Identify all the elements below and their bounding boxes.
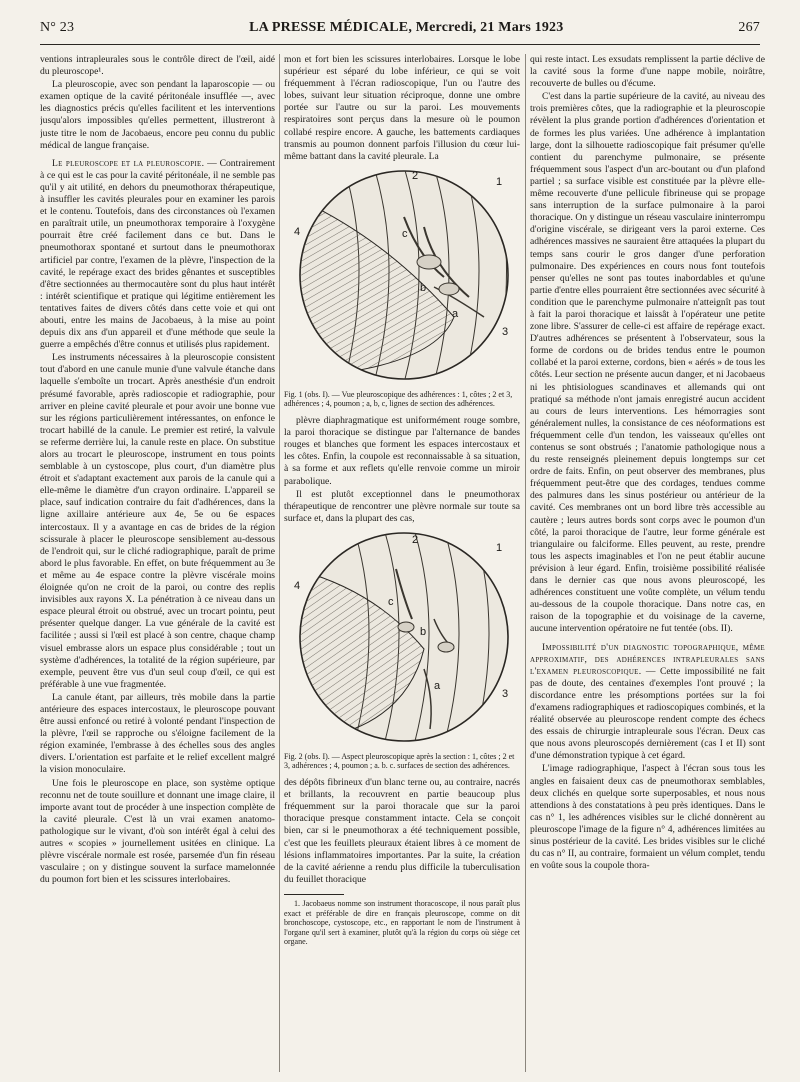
section-heading: Le pleuroscope et la pleuroscopie. [52,157,205,169]
fig2-label: b [420,625,427,638]
figure-2-illustration [284,529,520,749]
issue-number: N° 23 [40,20,75,35]
column-divider [279,54,280,1072]
fig2-label: 1 [496,541,503,554]
paragraph: L'image radiographique, l'aspect à l'écran sous tous les angles en faisaient deux cas de pneumothorax semblables, deux clichés en quelque sorte superposables, et nous nous attendions à des constatations à peu près identiques. Dans le cas n° 1, les adhérences visibles sur le cliché donnèrent au pleuroscope l'image de la figure n° 4, adhérences limitées au sinus postérieur de la cavité. Les brides visibles sur le cliché du cas n° II, au contraire, formaient un vélum complet, tendu en voûte sous la coupole thora- [530,763,765,872]
figure-2-caption: Fig. 2 (obs. I). — Aspect pleuroscopique après la section : 1, côtes ; 2 et 3, adhérences ; 4, poumon ; a. b. c. surfaces de section des adhérences. [284,751,515,771]
figure-1-illustration [284,167,520,387]
footnote-rule [284,894,344,895]
fig1-label: b [420,281,427,294]
fig1-label: 1 [496,175,503,188]
fig1-label: 4 [294,225,301,238]
paragraph: mon et fort bien les scissures interlobaires. Lorsque le lobe supérieur est séparé du lobe inférieur, ce qui se voit fréquemment à l'écran radioscopique, l'un ou l'autre des lobes, suivant leur situation réciproque, donne une ombre portée sur l'autre ou sur la paroi. Les mouvements respiratoires sont perçus dans la mesure où le poumon collabé respire encore. A gauche, les battements cardiaques transmis au poumon donnent parfois l'illusion du cœur lui-même battant dans la cavité pleurale. La [284,54,520,162]
fig1-label: c [402,227,408,240]
journal-title: LA PRESSE MÉDICALE, Mercredi, 21 Mars 1923 [249,20,564,35]
section-heading: Impossibilité d'un diagnostic topographique, même approximatif, des adhérences intrapleurales sans l'examen pleuroscopique. [530,641,765,677]
figure-1 [284,167,520,409]
paragraph: plèvre diaphragmatique est uniformément rouge sombre, la paroi thoracique se distingue par l'alternance de bandes rouges et blanches que forment les espaces intercostaux et les côtes. Enfin, la coupole est reconnaissable à sa situation, à sa forme et aux reflets qu'elle renvoie comme un miroir parabolique. [284,415,520,487]
paragraph: C'est dans la partie supérieure de la cavité, au niveau des trois premières côtes, que la radiographie et la pleuroscopie révèlent la plus grande portion d'adhérences d'orientation et de formes les plus variées. Une adhérence à implantation large, dont la silhouette radioscopique fait présumer qu'elle contient du parenchyme pulmonaire, se présente fréquemment sous l'aspect d'un arc-boutant ou d'un plafond partiel ; sa surface visible est constituée par la plèvre elle-même recouverte d'une pellicule fibrineuse qui se propage sans interruption de la surface pulmonaire à la paroi thoracique. On y distingue un réseau vasculaire ininterrompu d'origine viscérale, se dirigeant vers la paroi externe. Ces adhérences massives ne sauraient être attaquées la plupart du temps sans courir le gros danger d'une perforation pulmonaire. Des expériences en cours nous font toutefois penser qu'elles ne sont pas toutes inabordables et qu'une partie d'entre elles pourraient être sectionnées avec sécurité à condition que le parenchyme pulmonaire n'atteignît pas tout à fait la paroi thoracique et laissât à l'opérateur une petite zone libre. S'assurer de celle-ci est affaire de repérage exact. D'autres adhérences se présentent à l'observateur, sous la forme de cordons ou de brides tendus entre le poumon collabé et la paroi externe, cordons, bien « aérés » de tous les côtés. Leur section ne présente aucun danger, et ni Jacobaeus ni les phtisiologues scandinaves et allemands qui ont pratiqué sa méthode n'ont jamais enregistré aucun accident au cours de leurs interventions. Les hémorragies sont généralement nulles, la consistance de ces néoformations est fréquemment celle d'un tendon, les vaisseaux qu'elles ont contenus se sont obstrués ; l'anatomie pathologique nous a du reste renseignés pleinement depuis longtemps sur cet ordre de faits. Enfin, on peut observer des membranes, plus fréquemment peut-être que des cordages, tendues comme des palmures dans les sinus postérieur ou antérieur de la cavité. Ces membranes ont un bord libre très accessible au cautère ; leurs autres bords sont corps avec le poumon d'un côté, la paroi thoracique de l'autre, leur forme générale est triangulaire ou falciforme. Elles peuvent, au reste, prendre tous les aspects imaginables et l'on ne peut établir aucune prévision à leur égard. Enfin, troisième possibilité réalisée dans le dernier cas que nous avons pleuroscopé, les adhérences constituent une voûte complète, un vélum tendu au-dessous de la coupole thoracique. Dans notre cas, en raison de la topographie et du voisinage de la caverne, aucune intervention opératoire ne fut tentée (obs. II). [530,91,765,635]
figure-1-caption: Fig. 1 (obs. I). — Vue pleuroscopique des adhérences : 1, côtes ; 2 et 3, adhérences ; 4, poumon ; a, b, c, lignes de section des adhérences. [284,389,513,409]
paragraph: La canule étant, par ailleurs, très mobile dans la partie antérieure des espaces intercostaux, le pleuroscope pouvant être aussi enfoncé ou retiré à volonté pendant l'inspection de la plèvre, l'œil se rapproche ou s'éloigne facilement de la région examinée, l'embrasse à des échelles sous des angles divers. L'orientation est parfaite et le relief excellent malgré la vision monoculaire. [40,691,275,776]
header-rule [40,44,760,45]
fig2-label: 3 [502,687,509,700]
fig1-label: a [452,307,459,320]
column-3 [530,54,765,1074]
paragraph: Les instruments nécessaires à la pleuroscopie consistent tout d'abord en une canule munie d'une valvule étanche dans laquelle s'emboîte un trocart. Après anesthésie d'un endroit présumé favorable, après radioscopie et radiographie, pour arriver en pleine cavité pleurale et pour avoir une bonne vue sur les régions particulièrement intéressantes, on enfonce le trocart habillé de la canule. Le premier est retiré, la valvule se referme derrière lui, la canule reste en place. On substitue alors au trocart le pleuroscope, instrument en tous points semblable à un cystoscope, plus court, d'un diamètre plus étroit et s'adaptant exactement aux parois de la canule qui a elle-même le diamètre d'un crayon ordinaire. L'appareil se place, sauf indication contraire du fait d'adhérences, dans la ligne axillaire antérieure aux 4e, 5e ou 6e espaces intercostaux. Il y a avantage en cas de brides de la région scissurale à placer le pleuroscope sensiblement au-dessous de l'endroit qui, sur le cliché radiographique, paraît de prime abord le plus favorable. En effet, on bute fréquemment au 3e et même au 4e espace contre la plèvre viscérale moins éloignée qu'on ne croit de la paroi, ou contre des replis invisibles aux rayons X. La pénétration à ce niveau dans un espace pleural étroit ou obstrué, avec un trocart pointu, peut présenter quelque danger. La vue générale de la cavité est facilitée ; aussi si l'œil est placé à son centre, chaque champ visuel embrasse alors un espace plus considérable ; tout un système d'adhérences, la totalité de la région supérieure, par exemple, peuvent être vus d'un seul coup d'œil, ce qui est préférable à une vue fragmentée. [40,352,275,690]
paragraph: des dépôts fibrineux d'un blanc terne ou, au contraire, nacrés et brillants, la recouvrent en partie beaucoup plus fréquemment sur la paroi thoracale que sur la paroi thoracique presque constamment intacte. Cela se conçoit bien, car si le pneumothorax a été techniquement possible, c'est que les feuillets pleuraux étaient libres à ce moment de lésions inflammatoires importantes. Par la suite, la création de la cavité aérienne a rendu plus difficile la tuberculisation du feuillet thoracique [284,777,520,885]
fig1-label: 2 [412,169,419,182]
section-paragraph [530,642,765,763]
section-paragraph [40,158,275,352]
page-header [40,20,760,42]
fig1-label: 3 [502,325,509,338]
column-1 [40,54,275,1074]
page-number: 267 [738,20,760,35]
column-divider [525,54,526,1072]
footnote: 1. Jacobaeus nomme son instrument thoracoscope, il nous paraît plus exact et préférable de dire en français pleuroscope, comme on dit bronchoscope, cystoscope, etc., en rapportant le nom de l'instrument à l'organe qu'il sert à examiner, plutôt qu'à la région du corps où siège cet organe. [284,898,520,947]
fig2-label: 4 [294,579,301,592]
figure-2 [284,529,520,771]
fig2-label: c [388,595,394,608]
paragraph: qui reste intact. Les exsudats remplissent la partie déclive de la cavité sous la forme d'une nappe mobile, noirâtre, recouverte de bulles ou d'écume. [530,54,765,90]
fig2-label: 2 [412,533,419,546]
paragraph: La pleuroscopie, avec son pendant la laparoscopie — ou examen optique de la cavité péritonéale insufflée —, avec les diagnostics précis qu'elles facilitent et les interventions jusqu'alors impossibles qu'elles permettent, illustreront à juste titre le nom de Jacobaeus, encore peu connu du public médical de langue française. [40,79,275,151]
paragraph: Il est plutôt exceptionnel dans le pneumothorax thérapeutique de rencontrer une plèvre normale sur toute sa surface et, dans la plupart des cas, [284,488,520,524]
paragraph: Une fois le pleuroscope en place, son système optique reconnu net de toute souillure et donnant une image claire, il importe avant tout de procéder à une inspection complète de la cavité pleurale. C'est là un vrai examen anatomo-pathologique sur le vivant, d'où son intérêt égal à celui des autres « scopies » journellement usitées en clinique. La plèvre viscérale normale est rosée, parsemée d'un fin réseau vasculaire ; on y distingue souvent la surface mamelonnée du poumon fort bien et les scissures interlobaires. [40,777,275,886]
fig2-label: a [434,679,441,692]
paragraph: ventions intrapleurales sous le contrôle direct de l'œil, aidé du pleuroscope¹. [40,54,275,78]
column-2 [284,54,520,1074]
section-text: — Cette impossibilité ne fait pas de doute, des centaines d'exemples l'ont prouvé ; la discordance entre les présomptions portées sur la foi d'examens radiographiques et radioscopiques combinés, et la réalité observée au pleuroscope rendent compte des échecs des essais de chirurgie intrapleurale sous l'écran. Deux cas que nous avons pleuroscopés dernièrement (cas I et II) sont d'une démonstration typique à cet égard. [530,665,765,762]
section-text: — Contrairement à ce qui est le cas pour la cavité péritonéale, il ne semble pas qu'il y ait utilité, en dehors du pneumothorax thérapeutique, à insuffler les cavités pleurales pour en examiner les parois et le contenu. Toutefois, dans des circonstances où l'examen en paraîtrait utile, un pneumothorax temporaire à l'oxygène pourrait être créé facilement dans ce but. Dans le pneumothorax spontané et surtout dans le pneumothorax artificiel par contre, l'examen de la plèvre, l'inspection de la cavité, le repérage exact des brides gênantes et susceptibles d'être sectionnées au thermocautère sont du plus haut intérêt : intérêt scientifique et pratique qui légitime entièrement les tentatives faites de divers côtés dans cette voie et qui ont abouti, entre les mains de Jacobaeus, à la mise au point depuis dix ans d'un appareil et d'une méthode que seule la guerre a empêchés d'être connus et utilisés plus rapidement. [40,157,275,351]
